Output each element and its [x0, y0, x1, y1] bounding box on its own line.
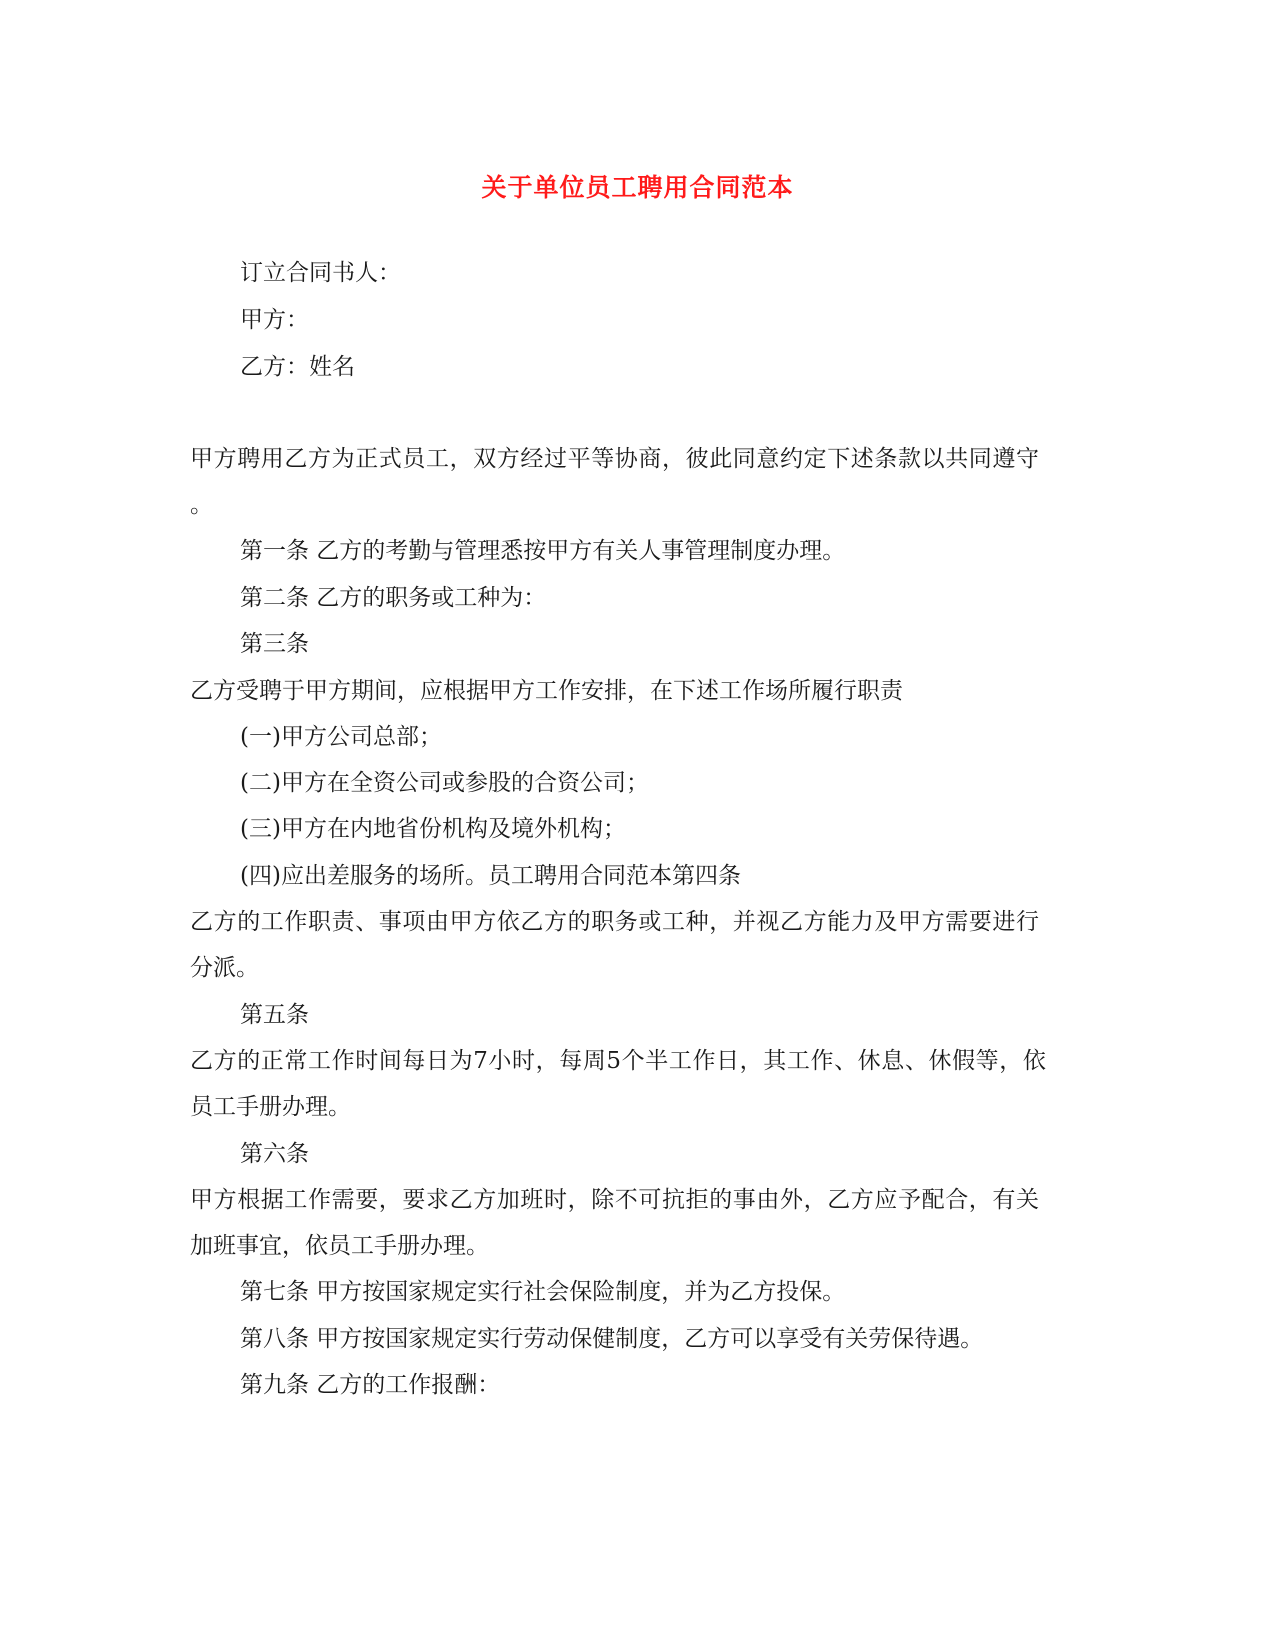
preamble-line-1: 甲方聘用乙方为正式员工，双方经过平等协商，彼此同意约定下述条款以共同遵守 [190, 446, 1040, 472]
article-5-heading: 第五条 [240, 1002, 309, 1028]
party-b-label: 乙方：姓名 [240, 354, 355, 380]
workplace-item-1: (一)甲方公司总部； [240, 724, 442, 750]
article-3-heading: 第三条 [240, 631, 309, 657]
workplace-item-2: (二)甲方在全资公司或参股的合资公司； [240, 770, 649, 796]
article-5-body-line-2: 员工手册办理。 [190, 1094, 351, 1120]
article-4-body-line-2: 分派。 [190, 955, 259, 981]
article-8: 第八条 甲方按国家规定实行劳动保健制度，乙方可以享受有关劳保待遇。 [240, 1326, 984, 1352]
article-3-body: 乙方受聘于甲方期间，应根据甲方工作安排，在下述工作场所履行职责 [190, 678, 903, 704]
article-6-body-line-1: 甲方根据工作需要，要求乙方加班时，除不可抗拒的事由外，乙方应予配合，有关 [190, 1187, 1040, 1213]
party-a-label: 甲方： [240, 307, 309, 333]
article-2: 第二条 乙方的职务或工种为： [240, 585, 547, 611]
preamble-line-2: 。 [190, 492, 213, 518]
contract-signers-label: 订立合同书人： [240, 260, 401, 286]
article-6-heading: 第六条 [240, 1141, 309, 1167]
article-1: 第一条 乙方的考勤与管理悉按甲方有关人事管理制度办理。 [240, 538, 846, 564]
article-9: 第九条 乙方的工作报酬： [240, 1372, 501, 1398]
article-6-body-line-2: 加班事宜，依员工手册办理。 [190, 1233, 489, 1259]
workplace-item-3: (三)甲方在内地省份机构及境外机构； [240, 816, 626, 842]
workplace-item-4: (四)应出差服务的场所。员工聘用合同范本第四条 [240, 863, 741, 889]
article-5-body-line-1: 乙方的正常工作时间每日为7小时，每周5个半工作日，其工作、休息、休假等，依 [190, 1048, 1047, 1074]
document-title: 关于单位员工聘用合同范本 [481, 173, 794, 202]
article-7: 第七条 甲方按国家规定实行社会保险制度，并为乙方投保。 [240, 1279, 846, 1305]
article-4-body-line-1: 乙方的工作职责、事项由甲方依乙方的职务或工种，并视乙方能力及甲方需要进行 [190, 909, 1040, 935]
